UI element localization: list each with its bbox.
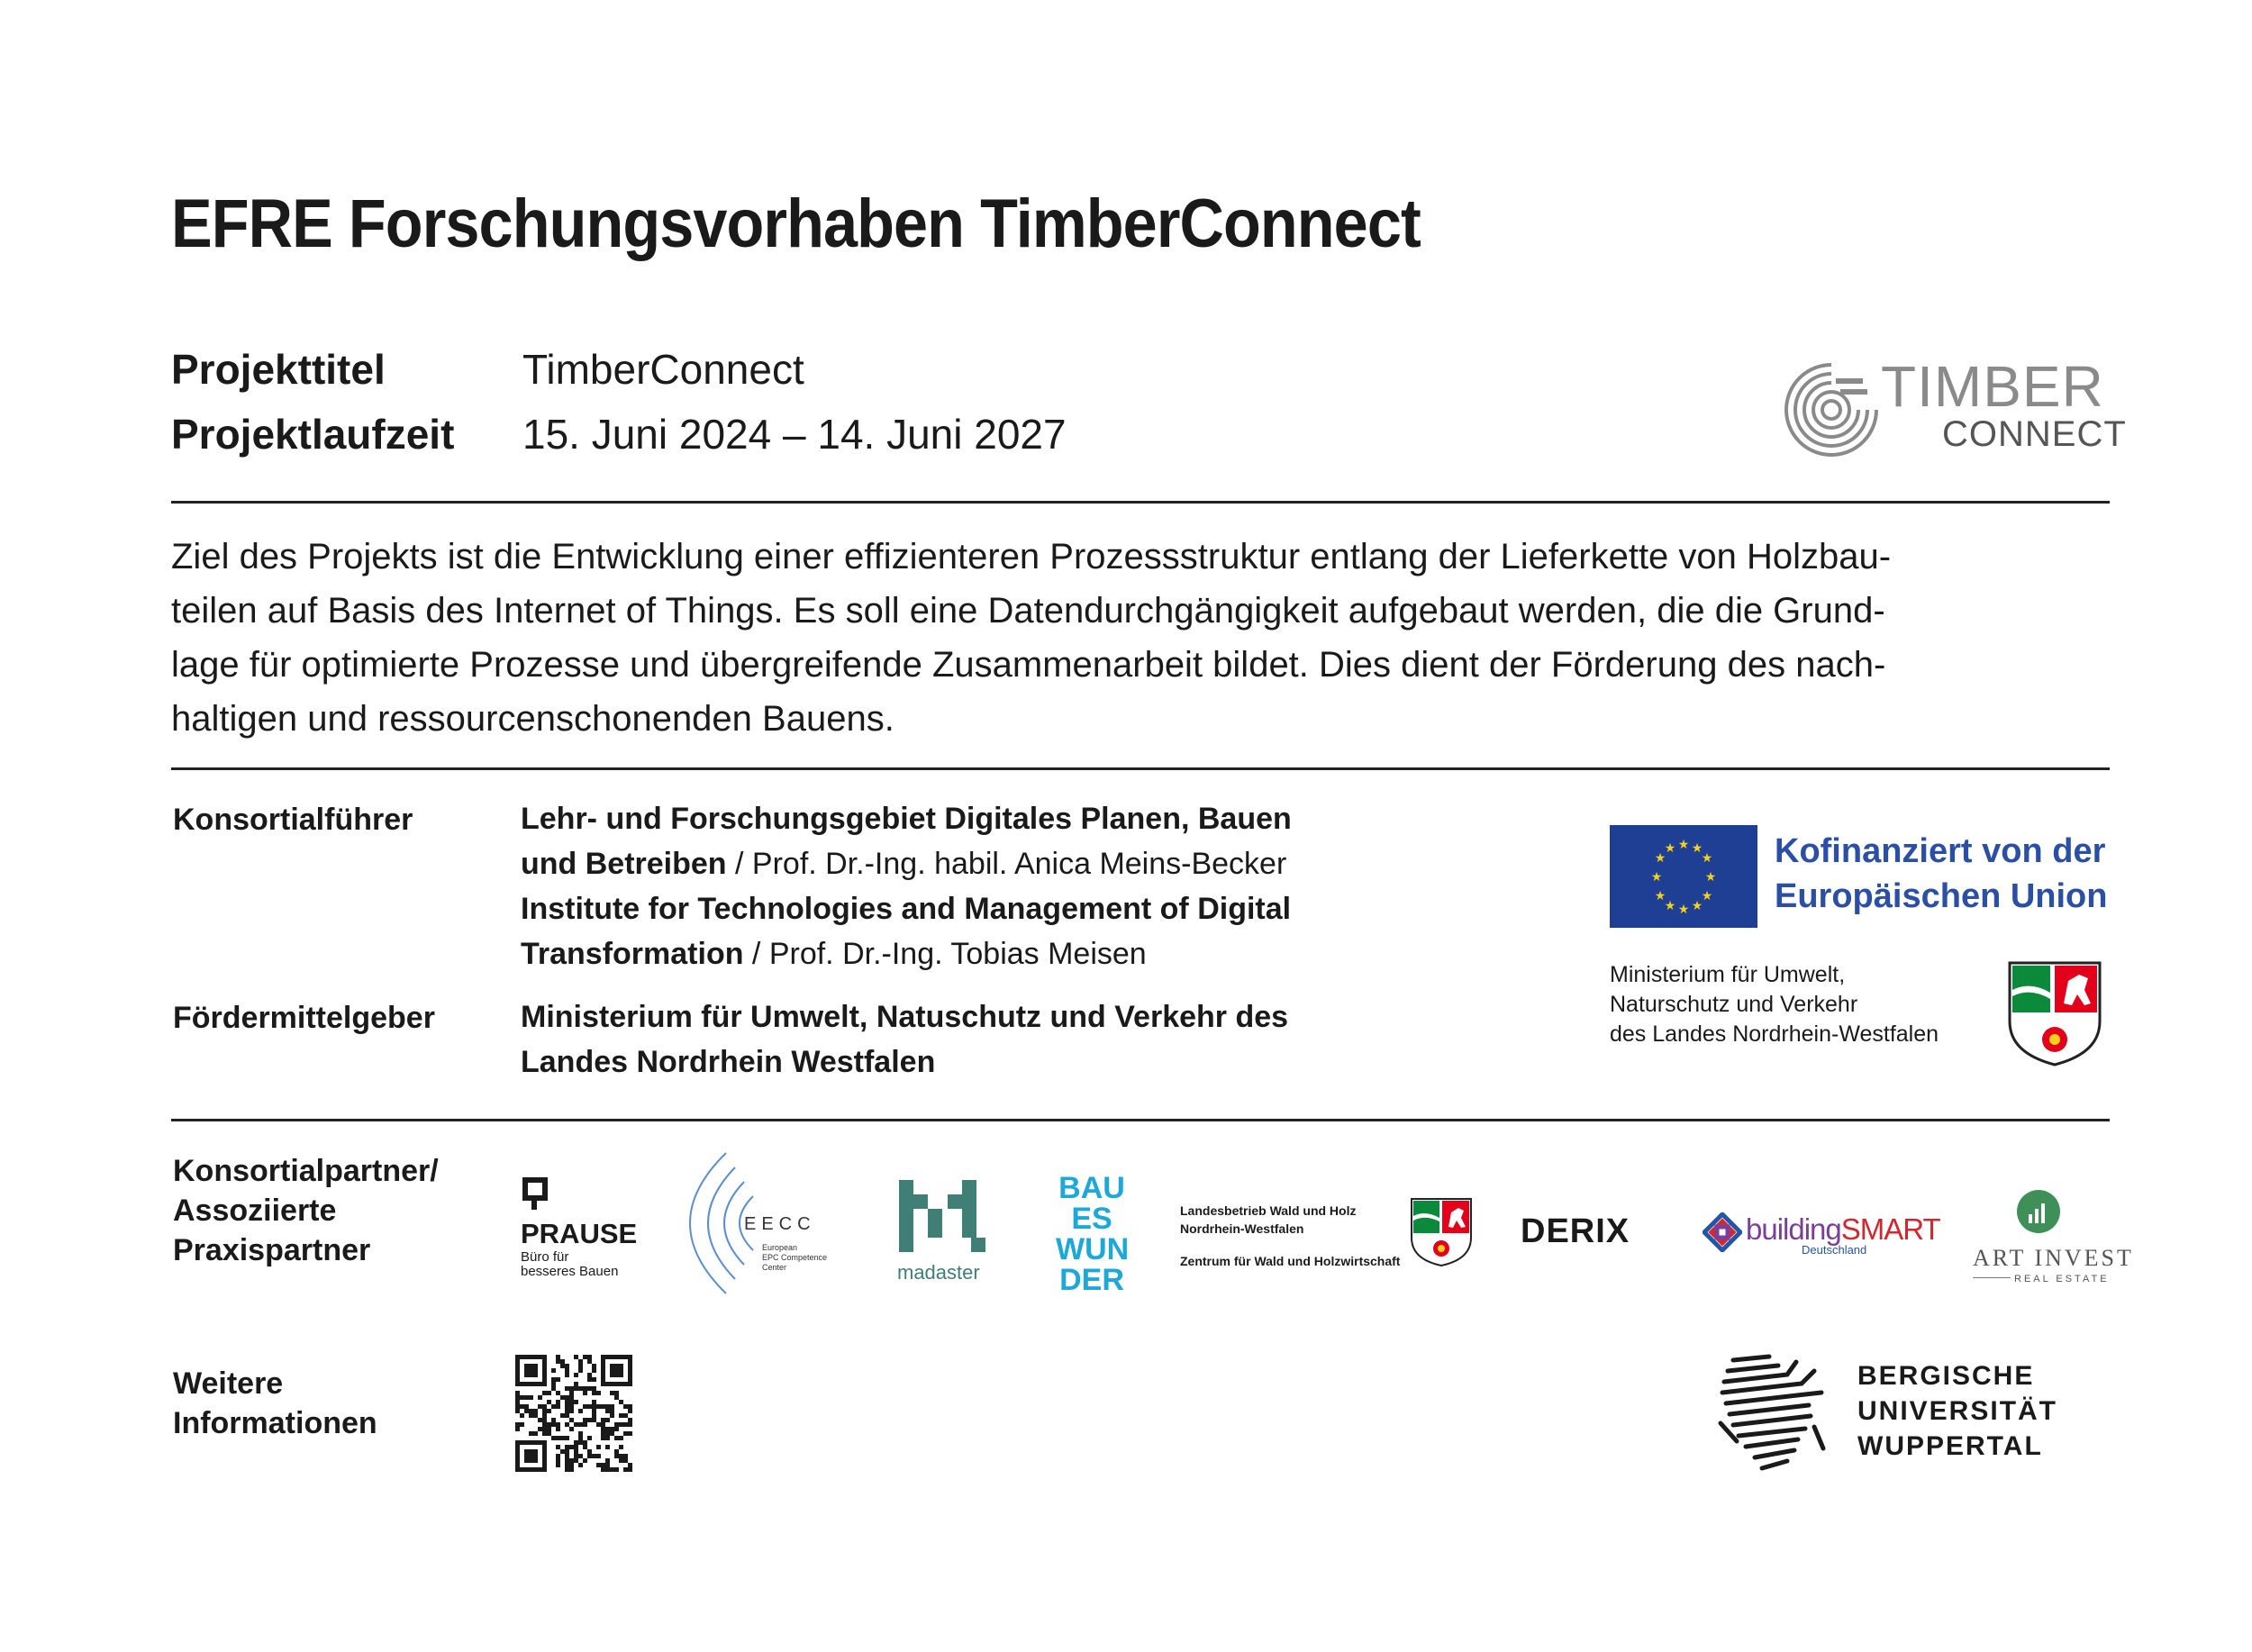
svg-text:★: ★ [1704,870,1717,885]
partners-label-line2: Assoziierte [173,1194,337,1228]
eu-flag [1610,825,1757,928]
description-line: Ziel des Projekts ist die Entwicklung einer effizienteren Prozessstruktur entlang der Lieferkette von Holzbau- [171,537,1892,576]
eecc-sub2: EPC Competence [762,1253,828,1262]
wald-line1: Landesbetrieb Wald und Holz [1180,1203,1357,1218]
eecc-sub3: Center [762,1263,787,1272]
buw-line1: BERGISCHE [1857,1361,2035,1391]
artinvest-name: ART INVEST [1973,1245,2134,1271]
lead-line3: Institute for Technologies and Management of Digital [521,892,1292,926]
buw-line2: UNIVERSITÄT [1857,1396,2058,1426]
svg-text:★: ★ [1654,851,1666,866]
ministry-text [1610,960,1939,1049]
funder-label: Fördermittelgeber [173,1001,435,1035]
partners-label-line3: Praxispartner [173,1233,371,1267]
buw-lion-icon [1715,1351,1829,1474]
wald-holz-crest [1409,1196,1474,1268]
more-info-label [173,1364,377,1443]
timber-connect-logo-mark [1782,360,1881,459]
lead-line4-bold: Transformation [521,937,744,971]
prause-sub2: besseres Bauen [521,1264,619,1279]
bauwunder-line2: ES [1071,1202,1112,1236]
svg-text:★: ★ [1677,838,1690,852]
buw-name [1857,1358,2057,1464]
svg-text:★: ★ [1664,899,1676,913]
signal-rings-icon [1782,360,1881,459]
partners-label-line1: Konsortialpartner/ [173,1154,439,1188]
bauwunder-logo [1056,1173,1128,1295]
partners-label [173,1151,439,1270]
svg-text:★: ★ [1701,851,1713,866]
buildingsmart-name [1746,1212,1940,1247]
eecc-sub [762,1243,827,1273]
more-label-line2: Informationen [173,1406,377,1440]
divider [171,767,2110,770]
description-line: teilen auf Basis des Internet of Things. Es soll eine Datendurchgängigkeit aufgebaut werden, die die Grund- [171,591,1885,631]
funder-line1: Ministerium für Umwelt, Natuschutz und Verkehr des [521,1000,1289,1034]
more-label-line1: Weitere [173,1366,284,1401]
funder-line2: Landes Nordrhein Westfalen [521,1045,936,1079]
buildingsmart-mark [1703,1212,1742,1252]
ministry-line1: Ministerium für Umwelt, [1610,962,1846,987]
nrw-coat-of-arms [2005,958,2104,1068]
funder-details [521,994,1288,1085]
lead-line2-rest: / Prof. Dr.-Ing. habil. Anica Meins-Becker [726,847,1287,881]
prause-name: PRAUSE [521,1218,638,1249]
connect-logo-text: CONNECT [1942,414,2127,454]
eecc-name: EECC [744,1214,816,1234]
description-line: haltigen und ressourcenschonenden Bauens. [171,699,894,739]
qr-code-icon [515,1355,632,1472]
madaster-mark [899,1180,985,1252]
artinvest-mark [2016,1189,2061,1234]
lead-line1: Lehr- und Forschungsgebiet Digitales Planen, Bauen [521,802,1292,836]
eu-line2: Europäischen Union [1775,877,2108,915]
project-title-label: Projekttitel [171,346,386,393]
buildingsmart-cube-icon [1703,1212,1742,1252]
project-duration-label: Projektlaufzeit [171,411,455,458]
madaster-name: madaster [897,1261,980,1284]
svg-text:★: ★ [1677,903,1690,917]
project-title-value: TimberConnect [522,346,804,393]
divider [171,501,2110,504]
bauwunder-line4: DER [1059,1263,1124,1297]
lead-label: Konsortialführer [173,803,413,837]
svg-text:★: ★ [1691,899,1703,913]
lead-details [521,796,1292,976]
page-title: EFRE Forschungsvorhaben TimberConnect [171,186,1421,262]
buildingsmart-part2: SMART [1840,1212,1940,1246]
description-line: lage für optimierte Prozesse und übergreifende Zusammenarbeit bildet. Dies dient der Förderung des nach- [171,645,1886,685]
qr-code[interactable] [515,1355,632,1472]
buw-lion-logo [1715,1351,1829,1474]
lead-line2-bold: und Betreiben [521,847,727,881]
divider [171,1119,2110,1121]
madaster-m-icon [899,1180,985,1252]
derix-logo: DERIX [1521,1212,1630,1250]
buw-line3: WUPPERTAL [1857,1431,2043,1461]
wald-line2: Nordrhein-Westfalen [1180,1221,1304,1236]
nrw-small-crest-icon [1409,1196,1474,1268]
svg-text:★: ★ [1691,841,1703,856]
eecc-sub1: European [762,1243,798,1252]
project-duration-value: 15. Juni 2024 – 14. Juni 2027 [522,411,1067,458]
prause-mark-icon [521,1175,549,1212]
ministry-line3: des Landes Nordrhein-Westfalen [1610,1021,1939,1047]
eu-line1: Kofinanziert von der [1775,832,2106,870]
buildingsmart-part1: building [1746,1212,1841,1246]
eu-cofinanced-text [1775,829,2107,919]
svg-text:★: ★ [1650,870,1663,885]
artinvest-circle-icon [2016,1189,2061,1234]
wald-line3: Zentrum für Wald und Holzwirtschaft [1180,1254,1401,1268]
prause-sub1: Büro für [521,1249,569,1265]
ministry-line2: Naturschutz und Verkehr [1610,992,1858,1017]
lead-line4-rest: / Prof. Dr.-Ing. Tobias Meisen [743,937,1147,971]
nrw-crest-icon [2005,958,2104,1068]
prause-logo [521,1175,637,1279]
bauwunder-line1: BAU [1058,1171,1125,1205]
project-description [171,530,2110,746]
bauwunder-line3: WUN [1056,1232,1130,1266]
artinvest-sub: REAL ESTATE [2011,1274,2113,1284]
eu-flag-icon [1610,825,1757,928]
wald-holz-text [1180,1202,1400,1270]
buildingsmart-sub: Deutschland [1802,1243,1867,1257]
svg-text:★: ★ [1664,841,1676,856]
svg-text:★: ★ [1701,889,1713,903]
timber-logo-text: TIMBER [1881,354,2104,419]
svg-text:★: ★ [1654,889,1666,903]
